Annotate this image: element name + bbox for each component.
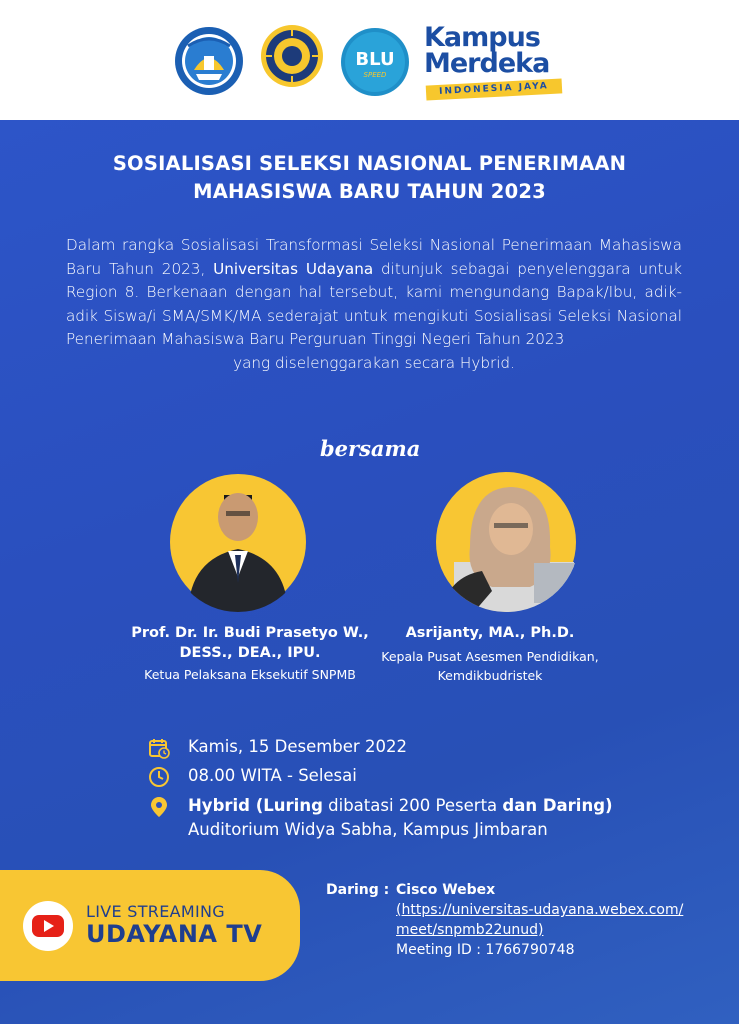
speaker-1-name-line2: DESS., DEA., IPU.	[179, 645, 321, 661]
intro-highlight: Universitas Udayana	[213, 259, 374, 278]
event-date-row	[148, 736, 548, 760]
speaker-2-role-line2: Kemdikbudristek	[437, 668, 543, 683]
intro-paragraph	[66, 234, 682, 375]
calendar-icon	[148, 737, 170, 759]
location-pin-icon	[148, 796, 170, 818]
speaker-1-role: Ketua Pelaksana Eksekutif SNPMB	[144, 667, 356, 682]
speaker-1-name	[100, 623, 400, 663]
event-mode-suffix: dan Daring)	[502, 796, 613, 815]
daring-label: Daring :	[326, 882, 390, 898]
intro-last-line: yang diselenggarakan secara Hybrid.	[233, 353, 515, 372]
event-mode-prefix: Hybrid (Luring	[188, 796, 323, 815]
speaker-2-role-line1: Kepala Pusat Asesmen Pendidikan,	[381, 649, 599, 664]
logo-header	[0, 0, 739, 120]
intro-part-1: Dalam rangka Sosialisasi Transformasi Seleksi Nasional Penerimaan Mahasiswa Baru Tahun 2023,	[66, 236, 682, 278]
main-poster	[0, 120, 739, 1024]
speaker-2-role	[370, 647, 610, 685]
kampus-merdeka-line1: Kampus	[424, 22, 540, 53]
title-line-1: SOSIALISASI SELEKSI NASIONAL PENERIMAAN	[112, 152, 627, 175]
intro-part-2: ditunjuk sebagai penyelenggara untuk Region 8. Berkenaan dengan hal tersebut, kami mengundang Bapak/Ibu, adik-adik Siswa/i SMA/SMK/MA sederajat untuk mengikuti Sosialisasi Seleksi Nasional Penerimaan Mahasiswa Baru Perguruan Tinggi Negeri Tahun 2023	[66, 259, 682, 348]
live-streaming-label: LIVE STREAMING	[86, 902, 225, 921]
event-venue: Auditorium Widya Sabha, Kampus Jimbaran	[188, 820, 548, 839]
streaming-channel-name: UDAYANA TV	[86, 920, 263, 948]
webex-link-line1[interactable]: (https://universitas-udayana.webex.com/	[396, 902, 684, 918]
live-streaming-banner[interactable]	[0, 870, 300, 981]
speaker-1-photo	[168, 467, 308, 612]
title-line-2: MAHASISWA BARU TAHUN 2023	[193, 180, 546, 203]
event-date: Kamis, 15 Desember 2022	[188, 737, 407, 756]
event-place-row	[148, 795, 668, 843]
event-mode-middle: dibatasi 200 Peserta	[322, 796, 503, 815]
speaker-2-name: Asrijanty, MA., Ph.D.	[405, 625, 575, 641]
kampus-merdeka-subtitle: INDONESIA JAYA	[426, 78, 563, 100]
daring-details	[396, 880, 716, 960]
daring-platform: Cisco Webex	[396, 882, 496, 898]
kampus-merdeka-line2: Merdeka	[424, 48, 550, 79]
webex-link-line2[interactable]: meet/snpmb22unud)	[396, 922, 544, 938]
bersama-label: bersama	[320, 436, 421, 461]
youtube-play-icon	[22, 900, 74, 952]
svg-text:SPEED: SPEED	[363, 71, 387, 79]
blu-speed-logo	[340, 27, 410, 97]
clock-icon	[148, 766, 170, 788]
tut-wuri-handayani-logo	[174, 26, 244, 96]
universitas-udayana-logo	[258, 24, 326, 100]
svg-text:BLU: BLU	[355, 49, 395, 70]
kampus-merdeka-logo	[424, 24, 569, 104]
speaker-2-photo	[434, 467, 579, 612]
meeting-id: Meeting ID : 1766790748	[396, 942, 575, 958]
event-time: 08.00 WITA - Selesai	[188, 766, 357, 785]
event-time-row	[148, 765, 548, 789]
event-mode	[188, 795, 613, 817]
speaker-1-name-line1: Prof. Dr. Ir. Budi Prasetyo W.,	[131, 625, 369, 641]
poster-title	[40, 150, 699, 206]
